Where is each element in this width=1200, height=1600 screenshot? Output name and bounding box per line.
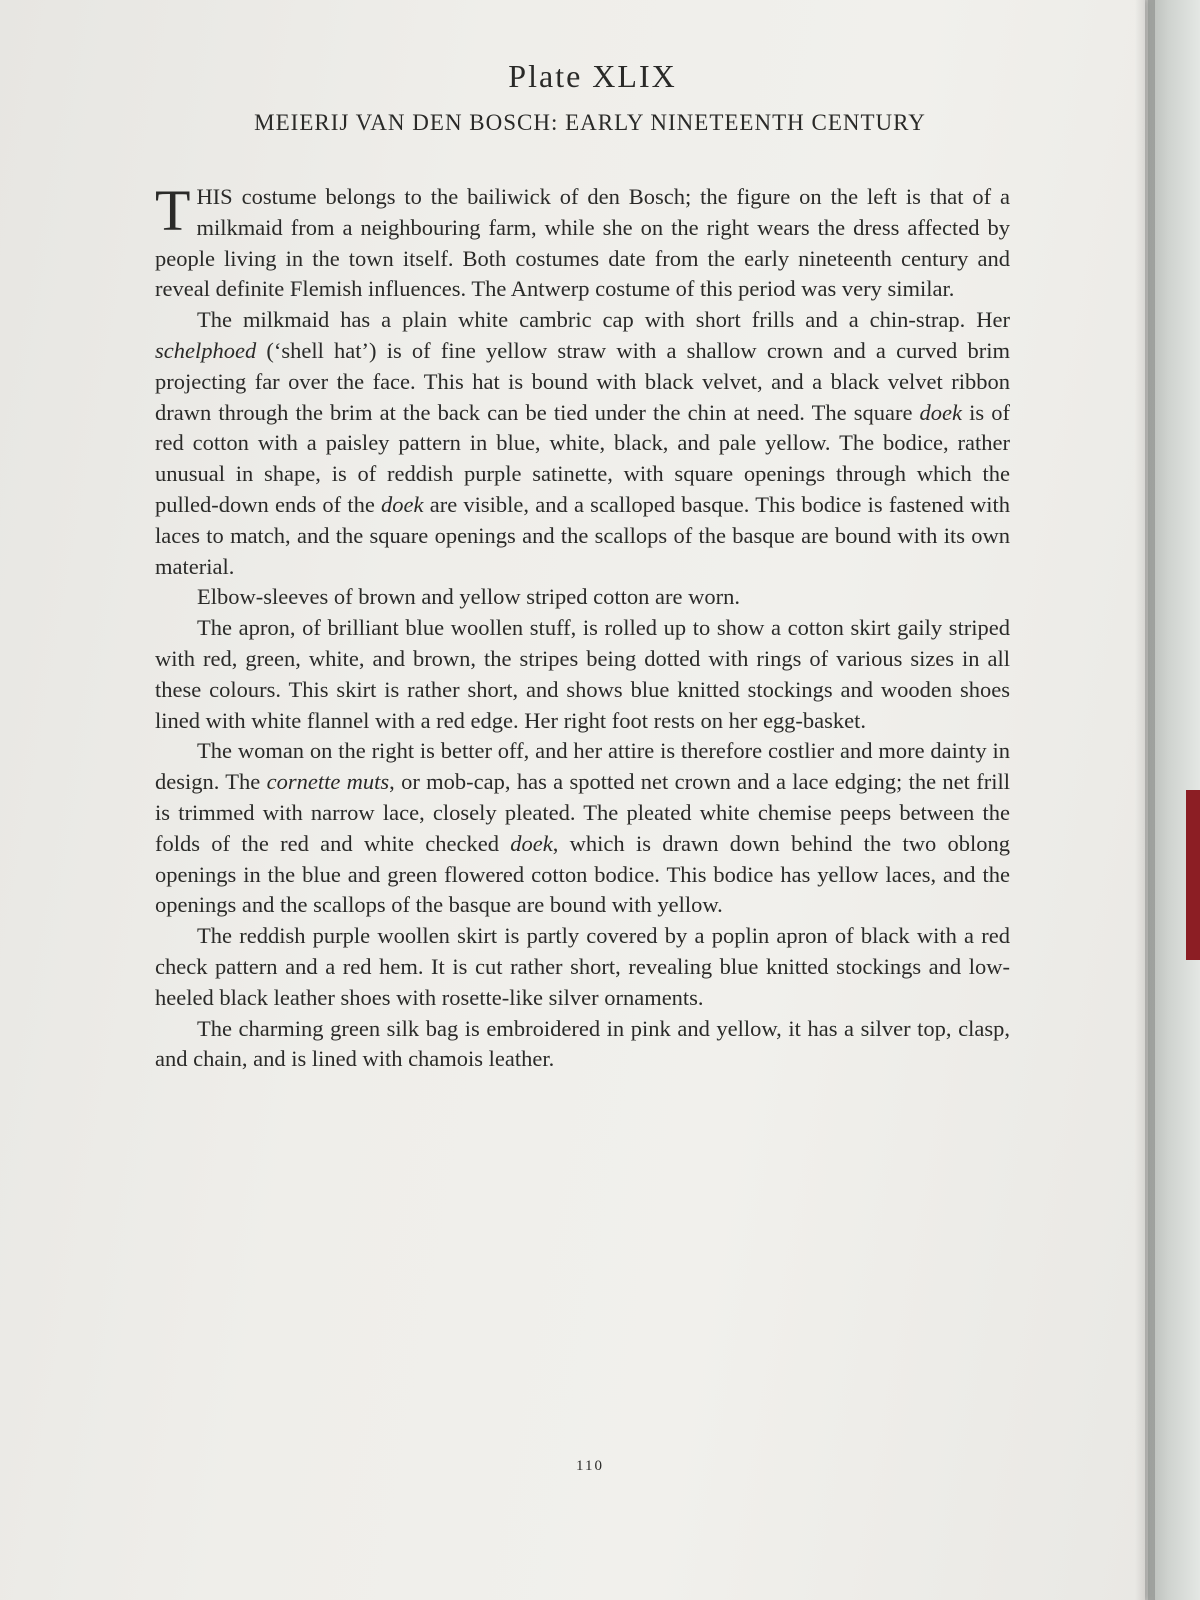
paragraph-2 <box>155 305 1010 582</box>
italic-term: doek <box>381 491 424 517</box>
paragraph-7: The charming green silk bag is embroidered in pink and yellow, it has a silver top, clasp, and chain, and is lined with chamois leather. <box>155 1015 1010 1072</box>
red-book-cover-sliver <box>1186 790 1200 960</box>
page-edge-shadow <box>1135 0 1155 1600</box>
paragraph-1-text: HIS costume belongs to the bailiwick of den Bosch; the figure on the left is that of a milkmaid from a neighbouring farm, while she on the right wears the dress affected by people living in the town itself. Both costumes date from the early nineteenth century and reveal definite Flemish influences. The Antwerp costume of this period was very similar. <box>155 184 1010 302</box>
text-run: The woman on the right is better off, and her attire is therefore costlier and more dainty in design. The <box>155 738 1010 795</box>
plate-title: Plate XLIX <box>508 58 677 94</box>
text-run: (‘shell hat’) is of fine yellow straw with a shallow crown and a curved brim projecting far over the face. This hat is bound with black velvet, and a black velvet ribbon drawn through the brim at the back can be tied under the chin at need. The square <box>155 337 1010 425</box>
paragraph-3: Elbow-sleeves of brown and yellow striped cotton are worn. <box>197 584 740 610</box>
page-number: 110 <box>576 1458 604 1474</box>
text-run: , or mob-cap, has a spotted net crown and a lace edging; the net frill is trimmed with narrow lace, closely pleated. The pleated white chemise peeps between the folds of the red and white checked <box>155 769 1010 856</box>
paragraph-6: The reddish purple woollen skirt is partly covered by a poplin apron of black with a red check pattern and a red hem. It is cut rather short, revealing blue knitted stockings and low-heeled black leather shoes with rosette-like silver ornaments. <box>155 923 1010 1010</box>
text-run: are visible, and a scalloped basque. This bodice is fastened with laces to match, and the square openings and the scallops of the basque are bound with its own material. <box>155 491 1010 579</box>
text-run: The milkmaid has a plain white cambric cap with short frills and a chin-strap. Her <box>197 307 1010 333</box>
paragraph-4: The apron, of brilliant blue woollen stuff, is rolled up to show a cotton skirt gaily striped with red, green, white, and brown, the stripes being dotted with rings of various sizes in all these colours. This skirt is rather short, and shows blue knitted stockings and wooden shoes lined with white flannel with a red edge. Her right foot rests on her egg-basket. <box>155 615 1010 733</box>
drop-cap: T <box>155 178 191 243</box>
plate-subtitle: MEIERIJ VAN DEN BOSCH: EARLY NINETEENTH CENTURY <box>254 110 926 135</box>
body-text <box>155 178 1010 1075</box>
text-run: , which is drawn down behind the two oblong openings in the blue and green flowered cotton bodice. This bodice has yellow laces, and the openings and the scallops of the basque are bound with yellow. <box>155 830 1010 918</box>
paragraph-5 <box>155 736 1010 921</box>
text-run: is of red cotton with a paisley pattern in blue, white, black, and pale yellow. The bodice, rather unusual in shape, is of reddish purple satinette, with square openings through which the pulled-down ends of the <box>155 399 1010 517</box>
italic-term: doek <box>510 830 553 856</box>
italic-term: doek <box>919 399 963 425</box>
italic-term: cornette muts <box>266 769 390 795</box>
italic-term: schelphoed <box>155 337 257 363</box>
paragraph-1 <box>155 178 1010 305</box>
